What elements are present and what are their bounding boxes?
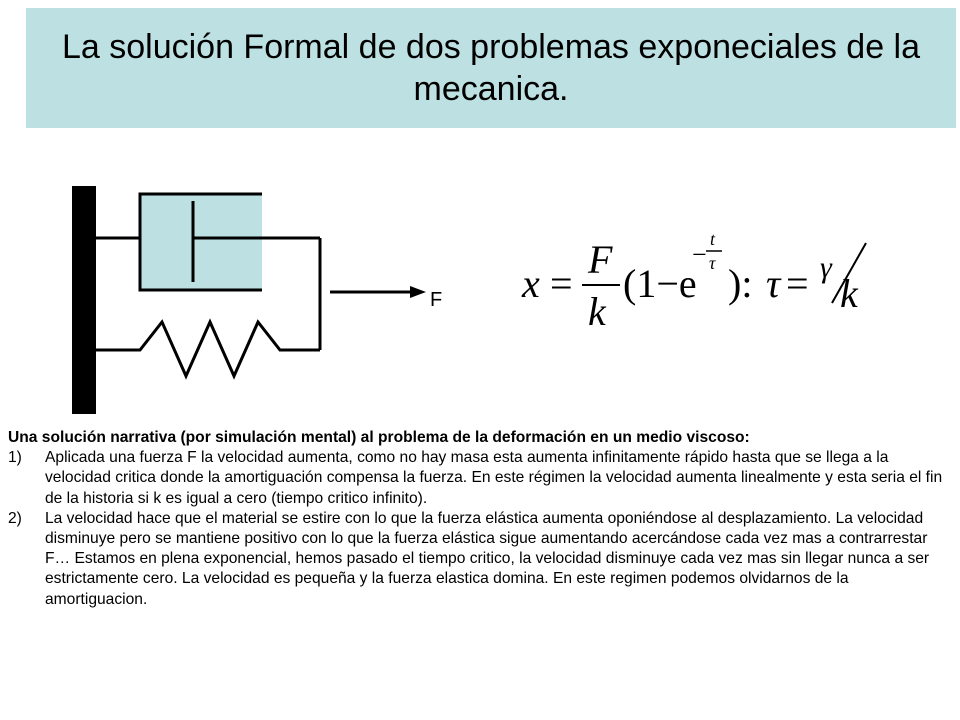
formula-x: x — [522, 261, 540, 306]
list-text: Aplicada una fuerza F la velocidad aumenta, como no hay masa esta aumenta infinitamente rápido hasta que se llega a la velocidad critica donde la amortiguación compensa la fuerza. En este régimen la velocidad aumenta linealmente y esta seria el fin de la historia si k es igual a cero (tiempo critico infinito). — [45, 449, 943, 507]
formula-tau: τ — [766, 261, 781, 306]
formula-close-colon: ): — [728, 261, 753, 306]
list-number: 1) — [8, 449, 22, 467]
formula-k: k — [588, 289, 606, 334]
list-number: 2) — [8, 509, 22, 527]
formula-k2: k — [840, 271, 858, 316]
list-item — [8, 448, 948, 509]
formula-F: F — [588, 237, 613, 282]
force-label: F — [430, 289, 443, 311]
force-arrow-head — [410, 286, 426, 298]
title-banner — [26, 8, 956, 128]
formula — [520, 225, 900, 335]
formula-gamma: γ — [820, 251, 832, 284]
formula-exp-minus: − — [692, 240, 707, 269]
kelvin-voigt-diagram — [0, 140, 470, 420]
wall — [72, 186, 96, 414]
slide-title: La solución Formal de dos problemas exponeciales de la mecanica. — [61, 28, 921, 108]
list-item — [8, 509, 948, 610]
dashpot-cylinder — [140, 194, 262, 290]
formula-exp-t: t — [710, 229, 716, 249]
formula-exp-tau: τ — [709, 253, 716, 273]
formula-eq1: = — [550, 261, 573, 306]
intro-paragraph: Una solución narrativa (por simulación mental) al problema de la deformación en un medio viscoso: — [8, 429, 750, 446]
formula-one-minus-e: (1−e — [623, 261, 697, 306]
narrative-text — [8, 428, 948, 610]
formula-eq2: = — [786, 261, 809, 306]
spring — [96, 322, 320, 376]
list-text: La velocidad hace que el material se estire con lo que la fuerza elástica aumenta oponiéndose al desplazamiento. La velocidad disminuye pero se mantiene positivo con lo que la fuerza elástica sigue aumentando acercándose cada vez mas a contrarrestar F… Estamos en plena exponencial, hemos pasado el tiempo critico, la velocidad disminuye cada vez mas sin llegar nunca a ser estrictamente cero. La velocidad es pequeña y la fuerza elastica domina. En este regimen podemos olvidarnos de la amortiguacion. — [45, 509, 930, 608]
